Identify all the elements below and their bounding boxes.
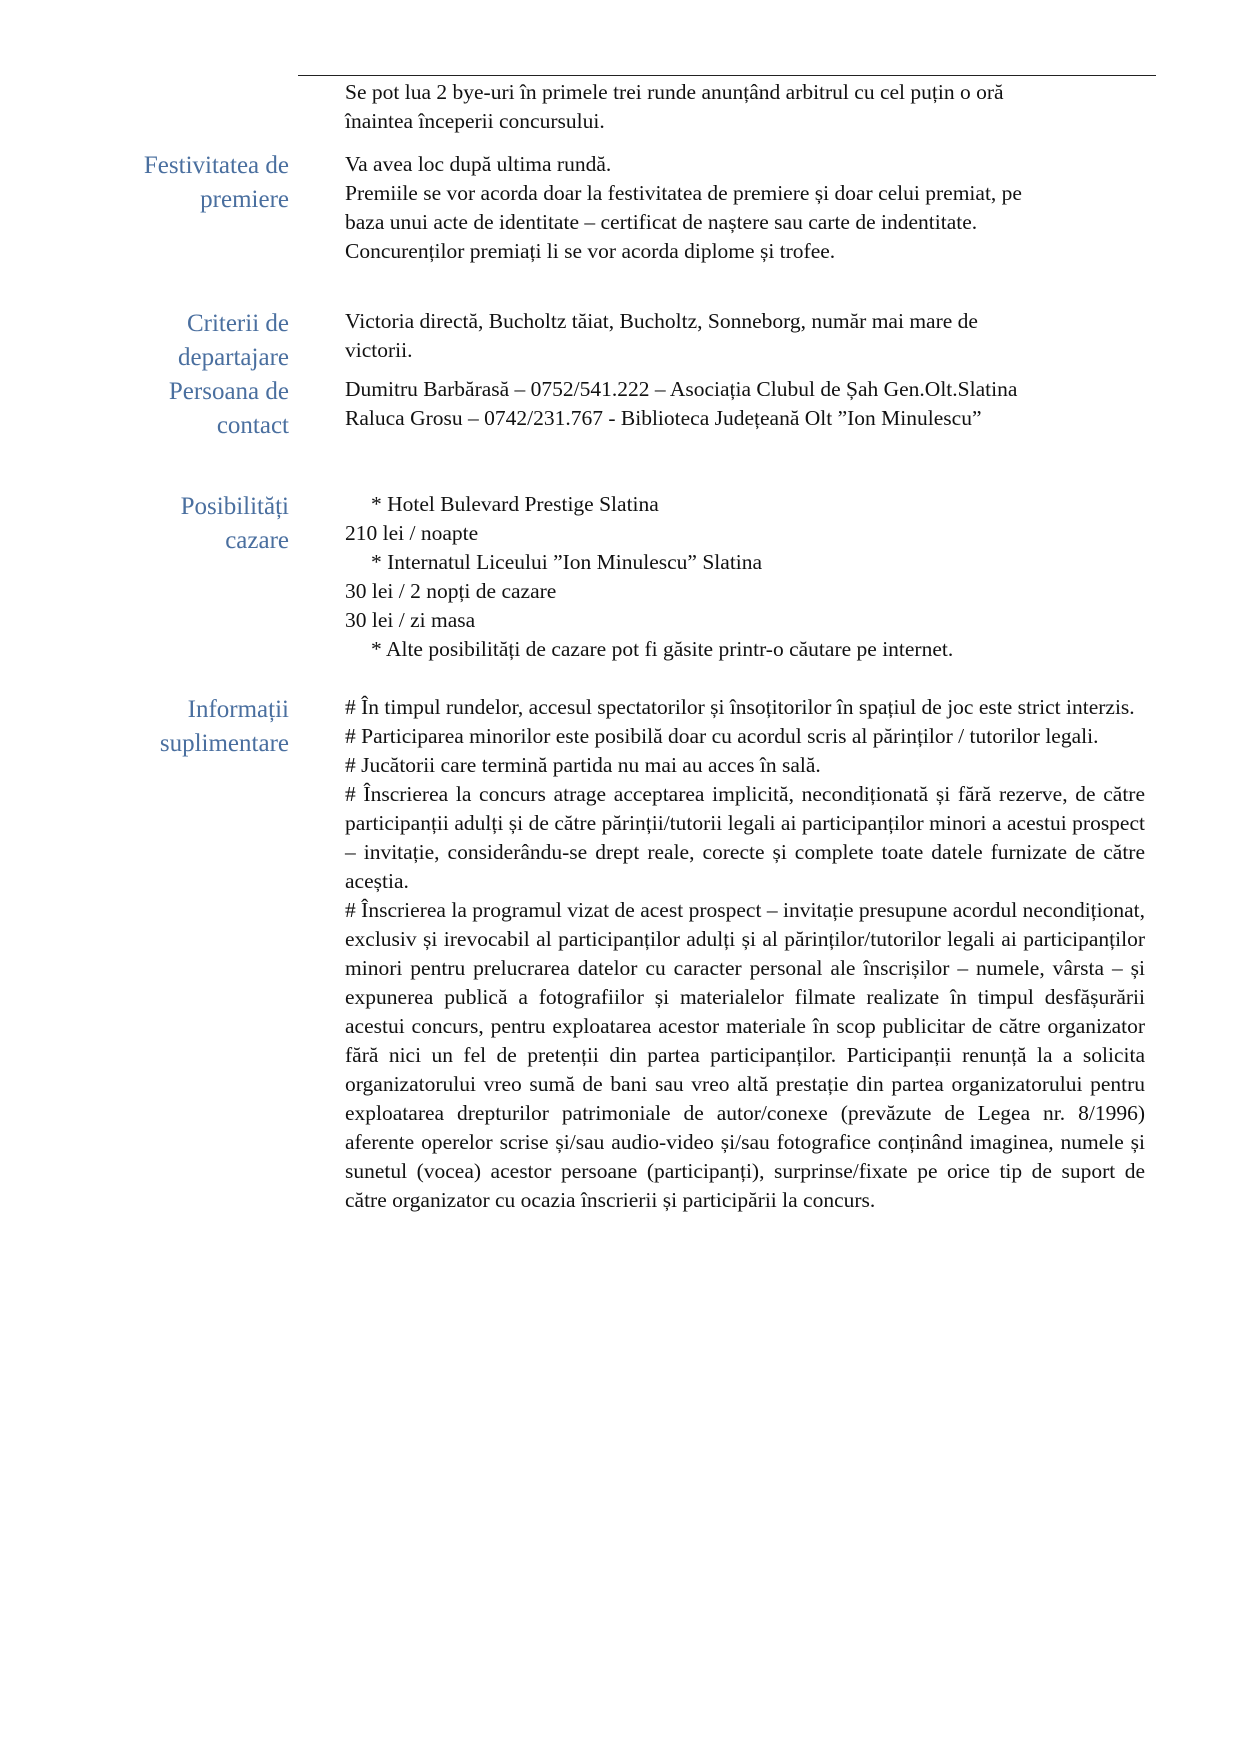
- label-line: suplimentare: [159, 730, 289, 757]
- body-line: Concurenților premiați li se vor acorda diplome și trofee.: [345, 239, 836, 263]
- label-line: contact: [216, 412, 289, 439]
- body-line: 210 lei / noapte: [345, 521, 479, 545]
- body-line: * Alte posibilități de cazare pot fi găsite printr-o căutare pe internet.: [371, 637, 954, 661]
- body-line: 30 lei / zi masa: [345, 608, 476, 632]
- section-label-criterii: [178, 307, 289, 375]
- section-label-cazare: [181, 490, 289, 558]
- intro-line: înaintea începerii concursului.: [345, 109, 605, 133]
- info-paragraph: # Înscrierea la concurs atrage acceptarea implicită, necondiționată și fără rezerve, de către participanții adulți și de către părinții/tutorii legali ai participanților minori a acestui prospect – invitație, considerându-se drept reale, corecte și complete toate datele furnizate de către aceștia.: [345, 782, 1145, 893]
- body-line: Victoria directă, Bucholtz tăiat, Bucholtz, Sonneborg, număr mai mare de: [345, 309, 978, 333]
- section-body-contact: [345, 375, 1145, 433]
- label-line: Persoana de: [168, 378, 289, 405]
- intro-line: Se pot lua 2 bye-uri în primele trei runde anunțând arbitrul cu cel puțin o oră: [345, 80, 1004, 104]
- section-label-contact: [169, 375, 289, 443]
- section-body-festivitate: [345, 150, 1145, 266]
- body-line: baza unui acte de identitate – certificat de naștere sau carte de indentitate.: [345, 210, 978, 234]
- info-paragraph: # În timpul rundelor, accesul spectatorilor și însoțitorilor în spațiul de joc este strict interzis.: [345, 695, 1135, 719]
- label-line: Festivitatea de: [143, 152, 289, 179]
- section-body-cazare: [345, 490, 1145, 664]
- info-paragraph: # Participarea minorilor este posibilă doar cu acordul scris al părinților / tutorilor legali.: [345, 724, 1099, 748]
- top-divider-line: [298, 75, 1156, 76]
- body-line: * Internatul Liceului ”Ion Minulescu” Slatina: [371, 550, 763, 574]
- info-paragraph: # Înscrierea la programul vizat de acest prospect – invitație presupune acordul necondiționat, exclusiv și irevocabil al participanților adulți și al părinților/tutorilor legali ai participanților minori pentru prelucrarea datelor cu caracter personal ale înscrișilor – numele, vârsta – și expunerea publică a fotografiilor și materialelor filmate realizate în timpul desfășurării acestui concurs, pentru exploatarea acestor materiale în scop publicitar de către organizator fără nici un fel de pretenții din partea participanților. Participanții renunță la a solicita organizatorului vreo sumă de bani sau vreo altă prestație din partea organizatorului pentru exploatarea drepturilor patrimoniale de autor/conexe (prevăzute de Legea nr. 8/1996) aferente operelor scrise și/sau audio-video și/sau fotografice conținând imaginea, numele și sunetul (vocea) acestor persoane (participanți), surprinse/fixate pe orice tip de suport de către organizator cu ocazia înscrierii și participării la concurs.: [345, 898, 1145, 1212]
- section-body-informatii: [345, 693, 1145, 1215]
- label-line: Criterii de: [186, 310, 289, 337]
- body-line: victorii.: [345, 338, 413, 362]
- section-body-criterii: [345, 307, 1145, 365]
- label-line: Informații: [187, 696, 289, 723]
- body-line: Dumitru Barbărasă – 0752/541.222 – Asociația Clubul de Șah Gen.Olt.Slatina: [345, 377, 1018, 401]
- section-label-informatii: [160, 693, 289, 761]
- label-line: cazare: [225, 527, 289, 554]
- body-line: Premiile se vor acorda doar la festivitatea de premiere și doar celui premiat, pe: [345, 181, 1022, 205]
- intro-text: [345, 78, 1145, 136]
- section-label-festivitate: [144, 149, 289, 217]
- label-line: premiere: [200, 186, 289, 213]
- body-line: 30 lei / 2 nopți de cazare: [345, 579, 557, 603]
- label-line: Posibilități: [180, 493, 289, 520]
- info-paragraph: # Jucătorii care termină partida nu mai au acces în sală.: [345, 753, 821, 777]
- body-line: * Hotel Bulevard Prestige Slatina: [371, 492, 659, 516]
- body-line: Va avea loc după ultima rundă.: [345, 152, 612, 176]
- label-line: departajare: [177, 344, 289, 371]
- body-line: Raluca Grosu – 0742/231.767 - Biblioteca Județeană Olt ”Ion Minulescu”: [345, 406, 982, 430]
